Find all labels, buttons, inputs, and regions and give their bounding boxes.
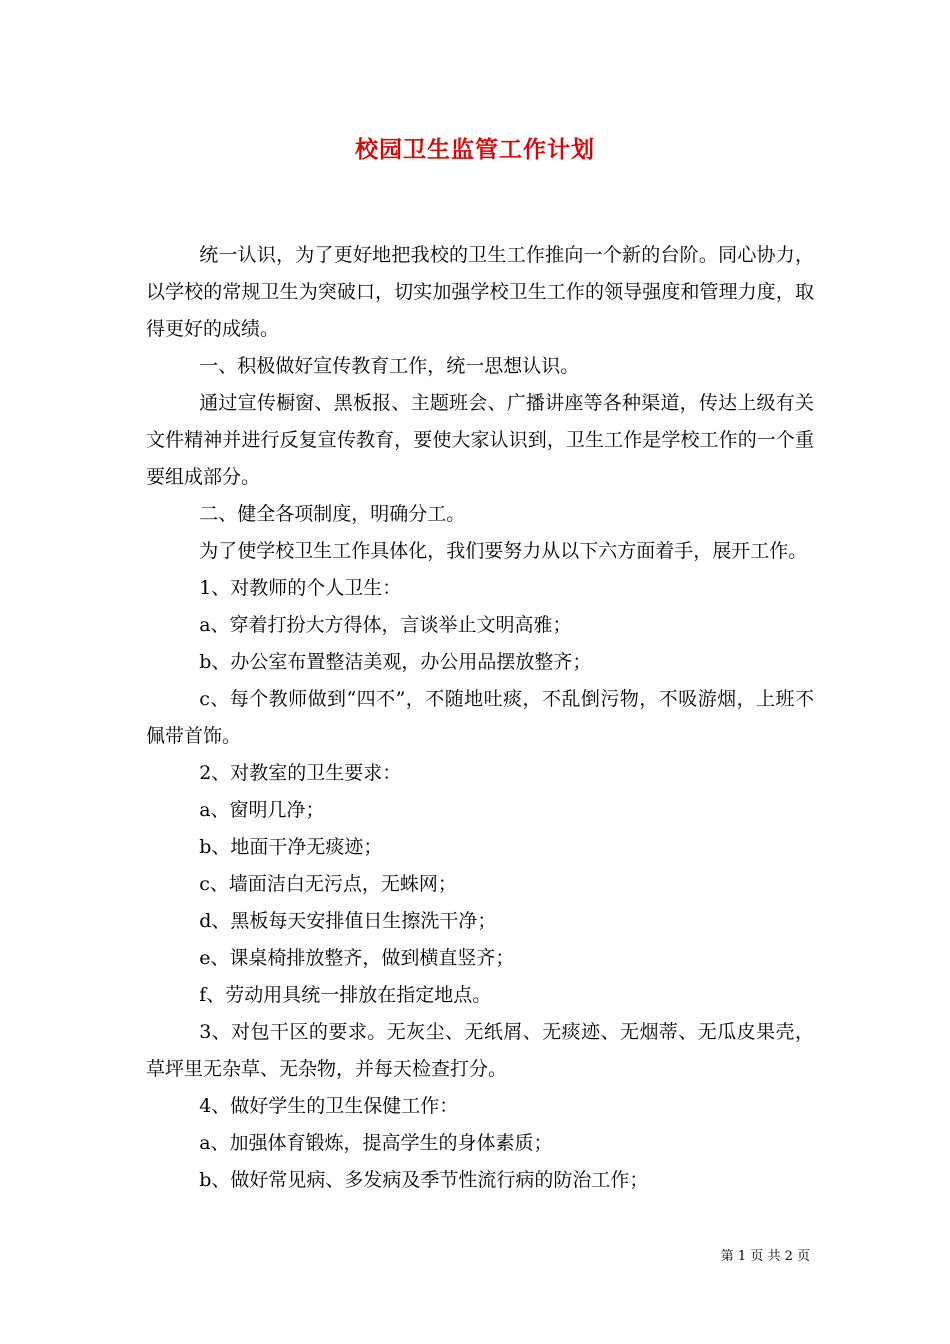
document-body <box>146 237 814 1199</box>
paragraph: 通过宣传橱窗、黑板报、主题班会、广播讲座等各种渠道，传达上级有关文件精神并进行反复宣传教育，要使大家认识到，卫生工作是学校工作的一个重要组成部分。 <box>146 392 814 488</box>
paragraph: a、穿着打扮大方得体，言谈举止文明高雅； <box>199 614 572 636</box>
paragraph: 为了使学校卫生工作具体化，我们要努力从以下六方面着手，展开工作。 <box>199 540 808 562</box>
paragraph: c、墙面洁白无污点，无蛛网； <box>199 873 457 895</box>
paragraph: 统一认识，为了更好地把我校的卫生工作推向一个新的台阶。同心协力，以学校的常规卫生为突破口，切实加强学校卫生工作的领导强度和管理力度，取得更好的成绩。 <box>146 244 814 340</box>
paragraph: 3、对包干区的要求。无灰尘、无纸屑、无痰迹、无烟蒂、无瓜皮果壳，草坪里无杂草、无杂物，并每天检查打分。 <box>146 1021 814 1080</box>
paragraph: d、黑板每天安排值日生擦洗干净； <box>199 910 497 932</box>
paragraph: b、地面干净无痰迹； <box>199 836 383 858</box>
paragraph: f、劳动用具统一排放在指定地点。 <box>199 984 492 1006</box>
paragraph: c、每个教师做到“四不”，不随地吐痰，不乱倒污物，不吸游烟，上班不佩带首饰。 <box>146 688 814 747</box>
paragraph: e、课桌椅排放整齐，做到横直竖齐； <box>199 947 515 969</box>
paragraph: a、加强体育锻炼，提高学生的身体素质； <box>199 1132 553 1154</box>
paragraph: 二、健全各项制度，明确分工。 <box>199 503 466 525</box>
page-number: 第 1 页 共 2 页 <box>720 1249 810 1264</box>
document-title: 校园卫生监管工作计划 <box>355 136 595 163</box>
paragraph: b、做好常见病、多发病及季节性流行病的防治工作； <box>199 1169 649 1191</box>
paragraph: 一、积极做好宣传教育工作，统一思想认识。 <box>199 355 580 377</box>
paragraph: b、办公室布置整洁美观，办公用品摆放整齐； <box>199 651 592 673</box>
paragraph: 4、做好学生的卫生保健工作： <box>199 1095 459 1117</box>
paragraph: a、窗明几净； <box>199 799 325 821</box>
paragraph: 2、对教室的卫生要求： <box>199 762 402 784</box>
paragraph: 1、对教师的个人卫生： <box>199 577 402 599</box>
